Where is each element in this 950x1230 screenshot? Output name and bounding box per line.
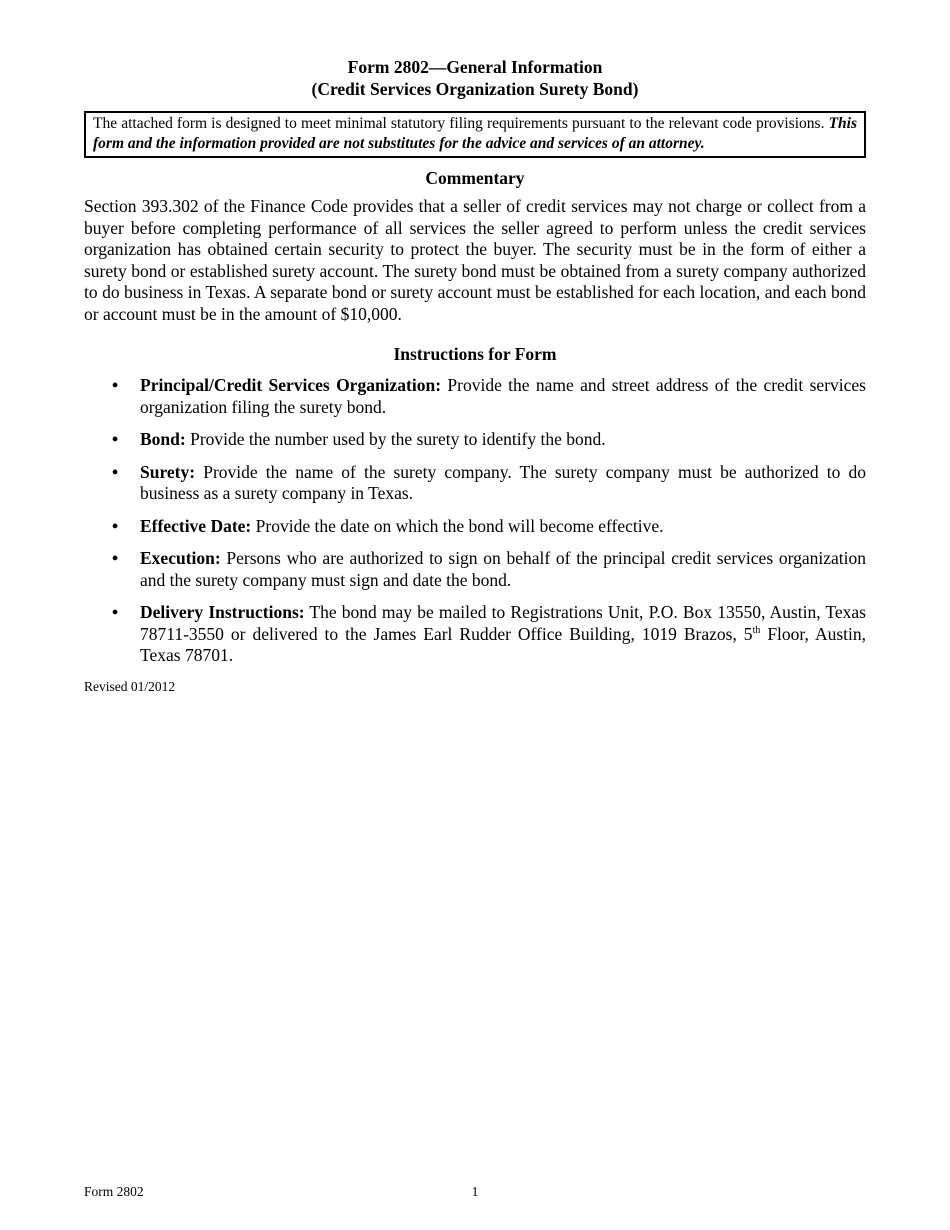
instruction-label: Delivery Instructions: <box>140 602 305 622</box>
bullet-icon: • <box>112 461 119 482</box>
notice-emphasis: This form and the information provided are not substitutes for the advice and services of an attorney. <box>93 115 857 152</box>
commentary-body: Section 393.302 of the Finance Code provides that a seller of credit services may not charge or collect from a buyer before completing performance of all services the seller agreed to perform unless the credit services organization has obtained certain security to protect the buyer. The security must be in the form of either a surety bond or established surety account. The surety bond must be obtained from a surety company authorized to do business in Texas. A separate bond or surety account must be established for each location, and each bond or account must be in the amount of $10,000. <box>84 196 866 324</box>
instruction-text-continued: Floor, Austin, Texas 78701. <box>140 623 866 665</box>
bullet-icon: • <box>112 375 119 395</box>
instruction-item-effective-date <box>84 516 866 538</box>
revision-date: Revised 01/2012 <box>84 678 176 694</box>
instruction-label: Surety: <box>140 461 196 482</box>
title-line-2: (Credit Services Organization Surety Bond) <box>311 79 639 99</box>
instruction-label: Execution: <box>140 548 221 568</box>
instruction-item-principal <box>84 375 866 418</box>
instruction-label: Principal/Credit Services Organization: <box>140 375 442 395</box>
instruction-item-delivery <box>84 602 866 667</box>
notice-text: The attached form is designed to meet minimal statutory filing requirements pursuant to the relevant code provisions. <box>93 115 829 132</box>
footer-page-number: 1 <box>471 1184 479 1199</box>
notice-box <box>84 111 866 158</box>
instruction-text: Provide the number used by the surety to identify the bond. <box>185 429 606 449</box>
footer-form-name: Form 2802 <box>84 1184 144 1199</box>
title-line-1: Form 2802—General Information <box>347 57 603 77</box>
instruction-item-bond <box>84 429 866 451</box>
bullet-icon: • <box>112 515 119 536</box>
instruction-item-surety <box>84 462 866 505</box>
instructions-list <box>84 375 866 667</box>
instructions-heading: Instructions for Form <box>393 344 557 364</box>
instruction-text: Provide the name and street address of the credit services organization filing the surety bond. <box>140 375 866 417</box>
bullet-icon: • <box>112 429 119 449</box>
instruction-text: The bond may be mailed to Registrations Unit, P.O. Box 13550, Austin, Texas 78711-3550 or delivered to the James Earl Rudder Office Building, 1019 Brazos, 5 <box>140 602 866 644</box>
instruction-text: Provide the name of the surety company. The surety company must be authorized to do business as a surety company in Texas. <box>140 461 866 503</box>
bullet-icon: • <box>112 602 119 622</box>
bullet-icon: • <box>112 548 119 568</box>
instruction-label: Bond: <box>140 429 186 449</box>
instruction-text: Persons who are authorized to sign on behalf of the principal credit services organization and the surety company must sign and date the bond. <box>140 548 866 590</box>
instruction-label: Effective Date: <box>140 515 252 536</box>
commentary-heading: Commentary <box>425 168 525 188</box>
page-title <box>84 56 866 100</box>
document-page <box>84 56 866 696</box>
instruction-item-execution <box>84 548 866 591</box>
ordinal-superscript: th <box>752 624 761 636</box>
instruction-text: Provide the date on which the bond will become effective. <box>251 515 664 536</box>
